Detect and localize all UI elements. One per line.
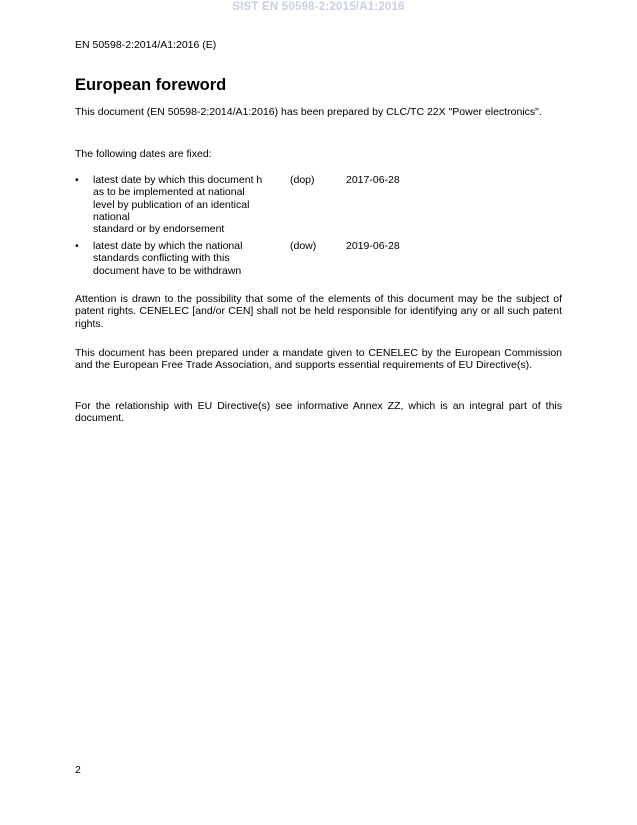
mandate-paragraph: This document has been prepared under a mandate given to CENELEC by the European Commission and the European Free Trade Association, and supports essential requirements of EU Directive(s).	[75, 347, 562, 372]
date-description-line: latest date by which the national	[93, 240, 243, 252]
bullet: •	[75, 174, 79, 186]
date-description-line: standards conflicting with this	[93, 252, 230, 265]
date-description-line: as to be implemented at national	[93, 186, 245, 199]
date-value: 2017-06-28	[346, 174, 400, 186]
date-description-line: document have to be withdrawn	[93, 264, 242, 277]
dates-lead-text: The following dates are fixed:	[75, 148, 212, 160]
patent-rights-paragraph: Attention is drawn to the possibility that some of the elements of this document may be the subject of patent rights. CENELEC [and/or CEN] shall not be held responsible for identifying any or all such patent rights.	[75, 293, 562, 330]
annex-reference-paragraph: For the relationship with EU Directive(s) see informative Annex ZZ, which is an integral part of this document.	[75, 400, 562, 425]
date-description-line: latest date by which this document h	[93, 174, 263, 186]
bullet: •	[75, 240, 79, 252]
date-description-line: level by publication of an identical	[93, 198, 250, 211]
date-description-line: standard or by endorsement	[93, 223, 225, 236]
page-title: European foreword	[75, 76, 227, 94]
date-description-line: national	[93, 210, 130, 223]
date-abbreviation: (dop)	[290, 174, 315, 186]
date-description	[93, 174, 293, 235]
watermark-standard-id: SIST EN 50598-2:2015/A1:2016	[232, 1, 405, 13]
page-number: 2	[75, 764, 81, 776]
date-description	[93, 240, 293, 277]
date-value: 2019-06-28	[346, 240, 400, 252]
intro-paragraph: This document (EN 50598-2:2014/A1:2016) has been prepared by CLC/TC 22X "Power electronics".	[75, 106, 542, 118]
document-reference: EN 50598-2:2014/A1:2016 (E)	[75, 39, 217, 51]
date-abbreviation: (dow)	[290, 240, 317, 252]
